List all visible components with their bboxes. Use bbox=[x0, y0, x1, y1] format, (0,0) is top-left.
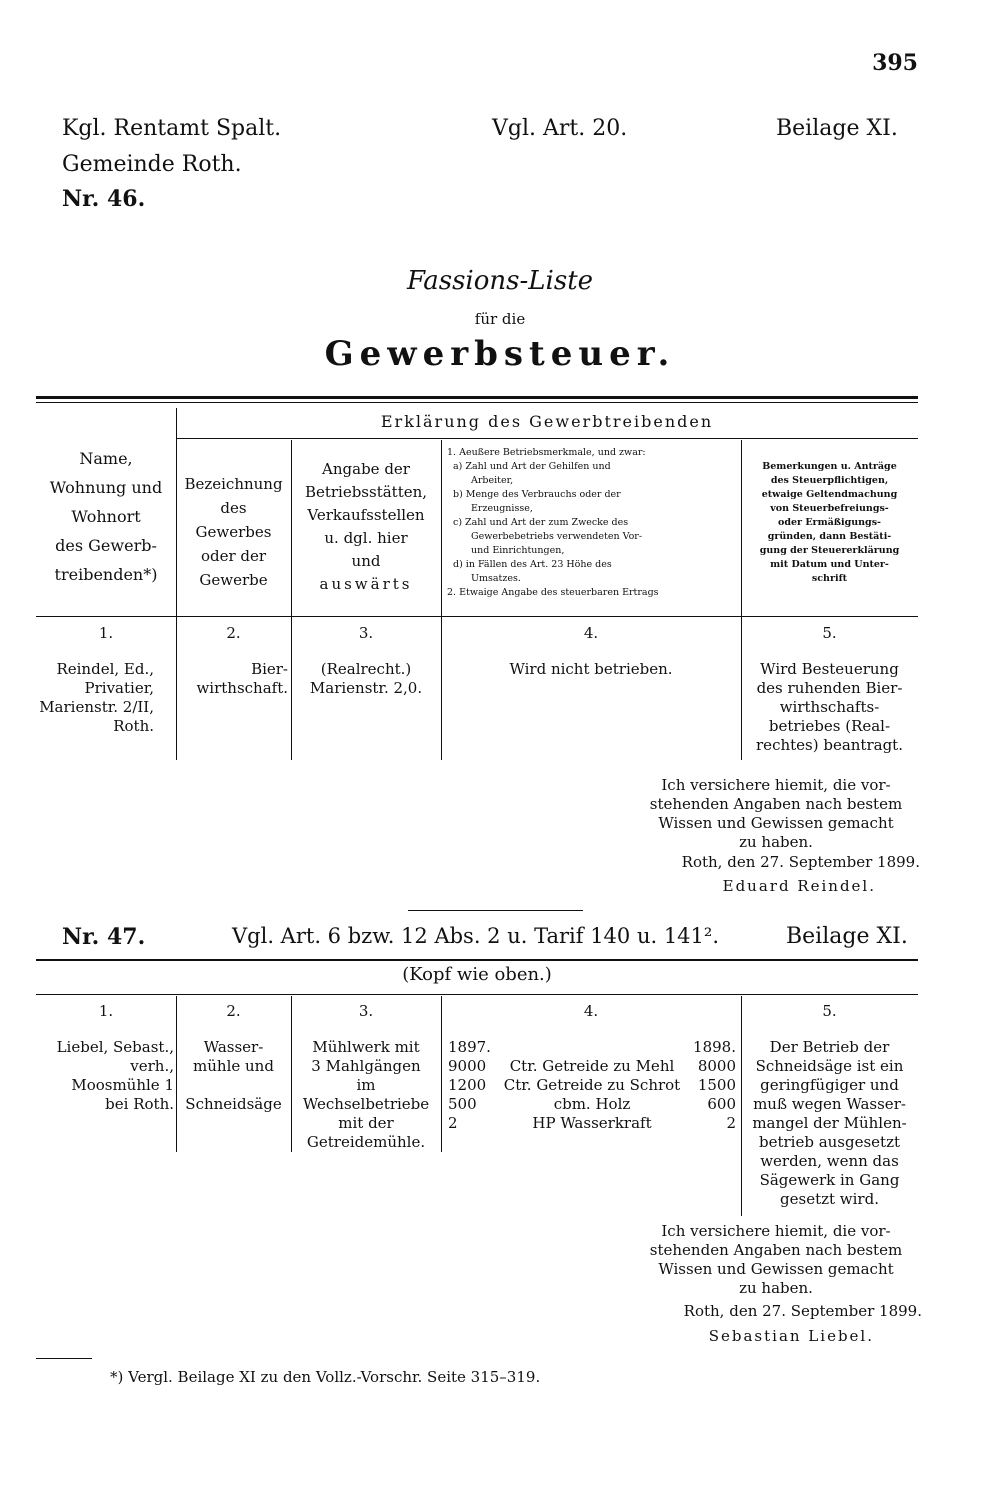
entry2-assurance bbox=[630, 1222, 922, 1298]
value-1898: 600 bbox=[707, 1095, 736, 1113]
entry2-place-line: mit der bbox=[338, 1114, 394, 1132]
entry2-remarks-line: Schneidsäge ist ein bbox=[755, 1057, 904, 1075]
col2-header-line: des bbox=[220, 499, 247, 517]
declaration-rule bbox=[176, 438, 918, 439]
col4-header-line: Erzeugnisse, bbox=[471, 503, 533, 514]
col2-header-line: oder der bbox=[200, 547, 267, 565]
col3-header bbox=[291, 458, 441, 596]
production-row bbox=[448, 1114, 736, 1133]
col1-header-line: Wohnort bbox=[71, 507, 141, 526]
col-divider-3 bbox=[441, 440, 442, 760]
col4-header-line: c) Zahl und Art der zum Zwecke des bbox=[453, 517, 629, 528]
col5-header-line: oder Ermäßigungs- bbox=[777, 517, 881, 528]
col-number: 4. bbox=[583, 624, 599, 642]
entry1-place-line: (Realrecht.) bbox=[320, 660, 412, 678]
entry2-reference: Vgl. Art. 6 bzw. 12 Abs. 2 u. Tarif 140 u. 141². bbox=[232, 924, 719, 948]
entry1-remarks-line: wirthschafts- bbox=[779, 698, 880, 716]
entry2-assurance-line: Ich versichere hiemit, die vor- bbox=[661, 1222, 891, 1240]
entry2-assurance-line: stehenden Angaben nach bestem bbox=[649, 1241, 903, 1259]
entry1-name-line: Marienstr. 2/II, bbox=[39, 698, 154, 716]
header-bottom-rule bbox=[36, 616, 918, 617]
col5-header-line: gründen, dann Bestäti- bbox=[767, 531, 892, 542]
entry2-place-line: 3 Mahlgängen bbox=[311, 1057, 421, 1075]
entry1-remarks bbox=[741, 660, 918, 755]
municipality-name: Gemeinde Roth. bbox=[62, 152, 242, 177]
col1-header-line: treibenden*) bbox=[54, 565, 158, 584]
col4-header-line: d) in Fällen des Art. 23 Höhe des bbox=[453, 559, 612, 570]
entry1-trade bbox=[176, 660, 288, 698]
entry1-name-line: Reindel, Ed., bbox=[56, 660, 154, 678]
footnote: *) Vergl. Beilage XI zu den Vollz.-Vorschr. Seite 315–319. bbox=[110, 1368, 541, 1386]
production-label: Ctr. Getreide zu Mehl bbox=[509, 1057, 675, 1075]
entry1-features: Wird nicht betrieben. bbox=[509, 660, 673, 678]
entry1-assurance-line: zu haben. bbox=[739, 833, 813, 851]
col3-header-line: Betriebsstätten, bbox=[304, 483, 428, 501]
entry2-name bbox=[30, 1038, 174, 1114]
col5-header-line: mit Datum und Unter- bbox=[770, 559, 889, 570]
production-label: cbm. Holz bbox=[553, 1095, 631, 1113]
entry2-place-line: Wechselbetriebe bbox=[302, 1095, 430, 1113]
col-number: 2. bbox=[226, 1002, 241, 1020]
value-1897: 2 bbox=[448, 1114, 458, 1132]
entry2-remarks bbox=[741, 1038, 918, 1209]
col5-header-line: etwaige Geltendmachung bbox=[761, 489, 898, 500]
entry2-assurance-line: zu haben. bbox=[739, 1279, 813, 1297]
entry2-assurance-line: Wissen und Gewissen gemacht bbox=[658, 1260, 894, 1278]
entry1-place-date: Roth, den 27. September 1899. bbox=[681, 853, 920, 871]
value-1897: 9000 bbox=[448, 1057, 487, 1075]
entry1-remarks-line: betriebes (Real- bbox=[768, 717, 891, 735]
entry2-remarks-line: mangel der Mühlen- bbox=[752, 1114, 907, 1132]
col4-header-line: b) Menge des Verbrauchs oder der bbox=[453, 489, 621, 500]
article-reference: Vgl. Art. 20. bbox=[492, 116, 628, 141]
value-1898: 1500 bbox=[697, 1076, 736, 1094]
year-left: 1897. bbox=[448, 1038, 491, 1056]
entry-number: Nr. 46. bbox=[62, 186, 146, 212]
entry2-name-line: Liebel, Sebast., bbox=[56, 1038, 174, 1056]
col1-header-line: des Gewerb- bbox=[55, 536, 157, 555]
form-subtitle: für die bbox=[474, 310, 526, 328]
form-subject: Gewerbsteuer. bbox=[324, 334, 676, 374]
table-top-rule-thin bbox=[36, 402, 918, 403]
entry2-remarks-line: muß wegen Wasser- bbox=[753, 1095, 906, 1113]
col4-header-line: 1. Aeußere Betriebsmerkmale, und zwar: bbox=[447, 447, 646, 458]
col4-header-line: 2. Etwaige Angabe des steuerbaren Ertrags bbox=[447, 587, 659, 598]
col-number: 1. bbox=[98, 624, 114, 642]
entry-separator bbox=[408, 910, 583, 911]
col4-header-line: Umsatzes. bbox=[471, 573, 521, 584]
col5-header-line: schrift bbox=[811, 573, 848, 584]
col4-header-line: a) Zahl und Art der Gehilfen und bbox=[453, 461, 611, 472]
entry2-remarks-line: Sägewerk in Gang bbox=[759, 1171, 900, 1189]
col4-header bbox=[447, 446, 737, 600]
entry2-remarks-line: geringfügiger und bbox=[760, 1076, 899, 1094]
entry2-signature: Sebastian Liebel. bbox=[708, 1327, 874, 1345]
col2-header-line: Gewerbe bbox=[199, 571, 268, 589]
entry2-place-date: Roth, den 27. September 1899. bbox=[683, 1302, 922, 1320]
production-label: HP Wasserkraft bbox=[532, 1114, 652, 1132]
col3-header-line: Angabe der bbox=[322, 460, 410, 478]
col-number: 4. bbox=[583, 1002, 599, 1020]
entry2-place-line: Mühlwerk mit bbox=[312, 1038, 420, 1056]
col4-header-line: Arbeiter, bbox=[471, 475, 514, 486]
value-1898: 2 bbox=[726, 1114, 736, 1132]
col1-header bbox=[36, 444, 176, 589]
production-row bbox=[448, 1095, 736, 1114]
attachment-label: Beilage XI. bbox=[776, 116, 898, 141]
table-top-rule bbox=[36, 396, 918, 399]
col-number: 3. bbox=[358, 1002, 374, 1020]
col2-header bbox=[176, 472, 291, 592]
entry2-trade-line: mühle und bbox=[193, 1057, 274, 1075]
entry2-remarks-line: gesetzt wird. bbox=[780, 1190, 879, 1208]
entry2-name-line: verh., bbox=[130, 1057, 174, 1075]
footnote-rule bbox=[36, 1358, 92, 1359]
entry2-name-line: Moosmühle 1 bbox=[71, 1076, 174, 1094]
col5-header bbox=[741, 460, 918, 586]
col5-header-line: Bemerkungen u. Anträge bbox=[762, 461, 897, 472]
page-number: 395 bbox=[872, 50, 918, 76]
production-row bbox=[448, 1057, 736, 1076]
col3-header-line: und bbox=[351, 552, 381, 570]
entry2-place-line: im bbox=[356, 1076, 376, 1094]
col2-header-line: Gewerbes bbox=[195, 523, 272, 541]
entry2-attachment: Beilage XI. bbox=[786, 924, 908, 949]
col1-header-line: Name, bbox=[79, 449, 133, 468]
table2-header-rule bbox=[36, 994, 918, 995]
production-label: Ctr. Getreide zu Schrot bbox=[503, 1076, 681, 1094]
entry1-name bbox=[36, 660, 154, 736]
col5-header-line: gung der Steuererklärung bbox=[759, 545, 900, 556]
entry2-remarks-line: werden, wenn das bbox=[760, 1152, 899, 1170]
entry1-assurance-line: stehenden Angaben nach bestem bbox=[649, 795, 903, 813]
declaration-header: Erklärung des Gewerbtreibenden bbox=[380, 412, 714, 431]
col-number: 1. bbox=[98, 1002, 114, 1020]
entry1-remarks-line: rechtes) beantragt. bbox=[756, 736, 903, 754]
col1-header-line: Wohnung und bbox=[49, 478, 163, 497]
entry2-place bbox=[291, 1038, 441, 1152]
entry1-remarks-line: Wird Besteuerung bbox=[760, 660, 899, 678]
entry1-assurance-line: Ich versichere hiemit, die vor- bbox=[661, 776, 891, 794]
value-1898: 8000 bbox=[697, 1057, 736, 1075]
entry2-trade-line: Wasser- bbox=[203, 1038, 264, 1056]
entry2-number: Nr. 47. bbox=[62, 924, 146, 950]
entry1-place bbox=[291, 660, 441, 698]
col2-header-line: Bezeichnung bbox=[184, 475, 283, 493]
entry1-name-line: Roth. bbox=[113, 717, 154, 735]
entry2-trade-line bbox=[176, 1076, 291, 1095]
entry1-assurance-line: Wissen und Gewissen gemacht bbox=[658, 814, 894, 832]
col3-header-line: Verkaufsstellen bbox=[307, 506, 425, 524]
value-1897: 500 bbox=[448, 1095, 477, 1113]
production-row bbox=[448, 1076, 736, 1095]
entry1-name-line: Privatier, bbox=[84, 679, 154, 697]
entry2-remarks-line: betrieb ausgesetzt bbox=[758, 1133, 901, 1151]
col-number: 5. bbox=[822, 624, 837, 642]
col5-header-line: von Steuerbefreiungs- bbox=[770, 503, 889, 514]
entry2-trade bbox=[176, 1038, 291, 1114]
form-title: Fassions-Liste bbox=[406, 266, 594, 296]
col3-header-line: auswärts bbox=[319, 575, 413, 593]
col3-header-line: u. dgl. hier bbox=[324, 529, 408, 547]
entry1-place-line: Marienstr. 2,0. bbox=[309, 679, 423, 697]
entry2-remarks-line: Der Betrieb der bbox=[769, 1038, 890, 1056]
col4-header-line: und Einrichtungen, bbox=[471, 545, 565, 556]
entry2-production bbox=[448, 1038, 736, 1133]
col4-header-line: Gewerbebetriebs verwendeten Vor- bbox=[471, 531, 643, 542]
entry2-trade-line: Schneidsäge bbox=[185, 1095, 282, 1113]
entry1-trade-line: wirthschaft. bbox=[196, 679, 288, 697]
col5-header-line: des Steuerpflichtigen, bbox=[770, 475, 889, 486]
year-right: 1898. bbox=[693, 1038, 736, 1056]
entry1-signature: Eduard Reindel. bbox=[722, 877, 876, 895]
office-name: Kgl. Rentamt Spalt. bbox=[62, 116, 282, 141]
col-number: 2. bbox=[226, 624, 241, 642]
entry2-name-line: bei Roth. bbox=[105, 1095, 174, 1113]
table2-top-rule bbox=[36, 959, 918, 961]
entry1-assurance bbox=[630, 776, 922, 852]
col-number: 3. bbox=[358, 624, 374, 642]
head-note: (Kopf wie oben.) bbox=[402, 964, 552, 985]
entry1-remarks-line: des ruhenden Bier- bbox=[756, 679, 903, 697]
col-number: 5. bbox=[822, 1002, 837, 1020]
years-row bbox=[448, 1038, 736, 1057]
entry2-place-line: Getreidemühle. bbox=[306, 1133, 426, 1151]
entry1-trade-line: Bier- bbox=[251, 660, 288, 678]
value-1897: 1200 bbox=[448, 1076, 487, 1094]
